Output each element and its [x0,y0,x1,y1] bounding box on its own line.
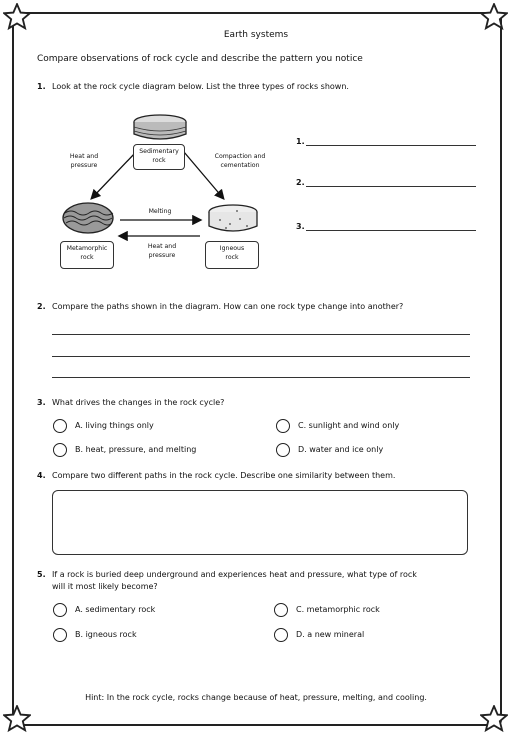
answer-line-3[interactable] [306,230,476,231]
q3-option-d: D. water and ice only [298,445,384,454]
hint-text: Hint: In the rock cycle, rocks change because of heat, pressure, melting, and cooling. [85,693,427,702]
q3-option-a-radio[interactable] [53,419,67,433]
q5-text-line2: will it most likely become? [52,582,158,591]
heat-pressure-label-bottom: Heat and pressure [147,243,177,259]
q5-option-c: C. metamorphic rock [296,605,380,614]
q5-option-d-radio[interactable] [274,628,288,642]
q5-option-c-radio[interactable] [274,603,288,617]
answer-line-2[interactable] [306,186,476,187]
q1-text: Look at the rock cycle diagram below. List the three types of rocks shown. [52,82,349,91]
sedimentary-label: Sedimentary rock [139,148,179,164]
igneous-label: Igneous rock [219,245,245,261]
q3-text: What drives the changes in the rock cycle? [52,398,225,407]
q5-option-a: A. sedimentary rock [75,605,156,614]
q4-number: 4. [37,471,46,480]
metamorphic-rock-icon [63,203,113,233]
star-icon [480,705,508,733]
answer-number-2: 2. [296,178,305,187]
q3-option-c: C. sunlight and wind only [298,421,400,430]
q4-answer-box[interactable] [52,490,468,555]
answer-number-3: 3. [296,222,305,231]
q5-option-b-radio[interactable] [53,628,67,642]
heat-pressure-label-left: Heat and pressure [69,153,99,169]
star-icon [480,3,508,31]
q5-option-b: B. igneous rock [75,630,137,639]
igneous-rock-icon [209,205,257,231]
q3-option-b: B. heat, pressure, and melting [75,445,197,454]
q3-option-a: A. living things only [75,421,154,430]
q2-number: 2. [37,302,46,311]
q1-number: 1. [37,82,46,91]
answer-number-1: 1. [296,137,305,146]
q2-answer-line[interactable] [52,377,470,378]
instruction-text: Compare observations of rock cycle and describe the pattern you notice [37,54,363,64]
q5-option-a-radio[interactable] [53,603,67,617]
compaction-cementation-label: Compaction and cementation [214,153,266,169]
q3-option-d-radio[interactable] [276,443,290,457]
page-title: Earth systems [223,30,289,40]
q3-number: 3. [37,398,46,407]
q4-text: Compare two different paths in the rock cycle. Describe one similarity between them. [52,471,396,480]
q2-answer-line[interactable] [52,356,470,357]
igneous-label-box [205,241,259,269]
star-icon [3,3,31,31]
metamorphic-label-box [60,241,114,269]
q5-option-d: D. a new mineral [296,630,365,639]
q2-answer-line[interactable] [52,334,470,335]
sedimentary-rock-icon [134,115,186,139]
answer-line-1[interactable] [306,145,476,146]
q3-option-b-radio[interactable] [53,443,67,457]
q3-option-c-radio[interactable] [276,419,290,433]
q2-text: Compare the paths shown in the diagram. How can one rock type change into another? [52,302,404,311]
sedimentary-label-box [133,144,185,170]
q5-number: 5. [37,570,46,579]
melting-label: Melting [148,208,172,215]
metamorphic-label: Metamorphic rock [66,245,108,261]
star-icon [3,705,31,733]
q5-text-line1: If a rock is buried deep underground and experiences heat and pressure, what type of rock [52,570,417,579]
